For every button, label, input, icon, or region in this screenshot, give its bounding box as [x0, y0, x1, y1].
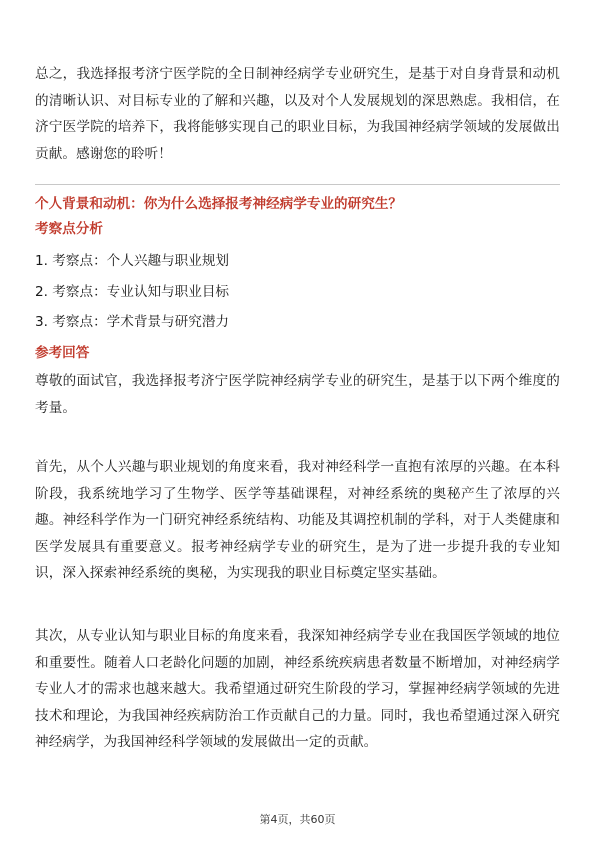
- analysis-point: 2. 考察点：专业认知与职业目标: [35, 283, 230, 300]
- analysis-points-list: [35, 246, 229, 338]
- answer-paragraph-intro: 尊敬的面试官，我选择报考济宁医学院神经病学专业的研究生，是基于以下两个维度的考量。: [35, 373, 560, 416]
- section-divider: [35, 184, 560, 185]
- answer-paragraph-second: 其次，从专业认知与职业目标的角度来看，我深知神经病学专业在我国医学领域的地位和重要性。随着人口老龄化问题的加剧，神经系统疾病患者数量不断增加，对神经病学专业人才的需求也越来越大。我希望通过研究生阶段的学习，掌握神经病学领域的先进技术和理论，为我国神经疾病防治工作贡献自己的力量。同时，我也希望通过深入研究神经病学，为我国神经科学领域的发展做出一定的贡献。: [35, 628, 560, 750]
- intro-paragraph: 总之，我选择报考济宁医学院的全日制神经病学专业研究生，是基于对自身背景和动机的清晰认识、对目标专业的了解和兴趣，以及对个人发展规划的深思熟虑。我相信，在济宁医学院的培养下，我将能够实现自己的职业目标，为我国神经病学领域的发展做出贡献。感谢您的聆听！: [35, 66, 560, 162]
- analysis-point: 1. 考察点：个人兴趣与职业规划: [35, 253, 230, 269]
- analysis-heading: 考察点分析: [35, 221, 103, 237]
- answer-paragraph-first: 首先，从个人兴趣与职业规划的角度来看，我对神经科学一直抱有浓厚的兴趣。在本科阶段，我系统地学习了生物学、医学等基础课程，对神经系统的奥秘产生了浓厚的兴趣。神经科学作为一门研究神经系统结构、功能及其调控机制的学科，对于人类健康和医学发展具有重要意义。报考神经病学专业的研究生，是为了进一步提升我的专业知识，深入探索神经系统的奥秘，为实现我的职业目标奠定坚实基础。: [35, 459, 560, 581]
- answer-heading: 参考回答: [35, 345, 90, 361]
- analysis-point: 3. 考察点：学术背景与研究潜力: [35, 314, 230, 330]
- page-number-footer: 第4页，共60页: [259, 813, 336, 826]
- question-title: 个人背景和动机：你为什么选择报考神经病学专业的研究生？: [35, 196, 403, 212]
